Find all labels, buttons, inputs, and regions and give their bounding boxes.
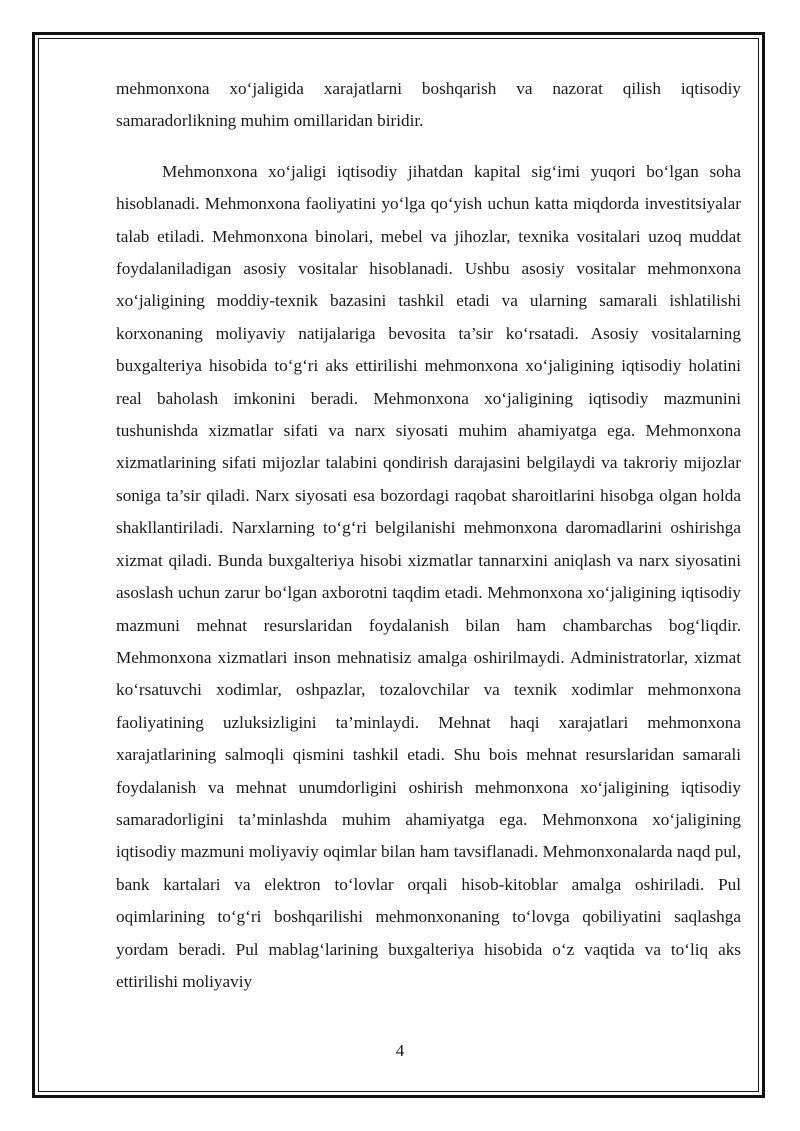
page-number: 4 [395,1041,405,1060]
document-body [116,73,741,998]
paragraph-main: Mehmonxona xo‘jaligi iqtisodiy jihatdan kapital sig‘imi yuqori bo‘lgan soha hisoblanadi. Mehmonxona faoliyatini yo‘lga qo‘yish uchun katta miqdorda investitsiyalar talab etiladi. Mehmonxona binolari, mebel va jihozlar, texnika vositalari uzoq muddat foydalaniladigan asosiy vositalar hisoblanadi. Ushbu asosiy vositalar mehmonxona xo‘jaligining moddiy-texnik bazasini tashkil etadi va ularning samarali ishlatilishi korxonaning moliyaviy natijalariga bevosita ta’sir ko‘rsatadi. Asosiy vositalarning buxgalteriya hisobida to‘g‘ri aks ettirilishi mehmonxona xo‘jaligining iqtisodiy holatini real baholash imkonini beradi. Mehmonxona xo‘jaligining iqtisodiy mazmunini tushunishda xizmatlar sifati va narx siyosati muhim ahamiyatga ega. Mehmonxona xizmatlarining sifati mijozlar talabini qondirish darajasini belgilaydi va takroriy mijozlar soniga ta’sir qiladi. Narx siyosati esa bozordagi raqobat sharoitlarini hisobga olgan holda shakllantiriladi. Narxlarning to‘g‘ri belgilanishi mehmonxona daromadlarini oshirishga xizmat qiladi. Bunda buxgalteriya hisobi xizmatlar tannarxini aniqlash va narx siyosatini asoslash uchun zarur bo‘lgan axborotni taqdim etadi. Mehmonxona xo‘jaligining iqtisodiy mazmuni mehnat resurslaridan foydalanish bilan ham chambarchas bog‘liqdir. Mehmonxona xizmatlari inson mehnatisiz amalga oshirilmaydi. Administratorlar, xizmat ko‘rsatuvchi xodimlar, oshpazlar, tozalovchilar va texnik xodimlar mehmonxona faoliyatining uzluksizligini ta’minlaydi. Mehnat haqi xarajatlari mehmonxona xarajatlarining salmoqli qismini tashkil etadi. Shu bois mehnat resurslaridan samarali foydalanish va mehnat unumdorligini oshirish mehmonxona xo‘jaligining iqtisodiy samaradorligini ta’minlashda muhim ahamiyatga ega. Mehmonxona xo‘jaligining iqtisodiy mazmuni moliyaviy oqimlar bilan ham tavsiflanadi. Mehmonxonalarda naqd pul, bank kartalari va elektron to‘lovlar orqali hisob-kitoblar amalga oshiriladi. Pul oqimlarining to‘g‘ri boshqarilishi mehmonxonaning to‘lovga qobiliyatini saqlashga yordam beradi. Pul mablag‘larining buxgalteriya hisobida o‘z vaqtida va to‘liq aks ettirilishi moliyaviy [116,161,741,991]
paragraph-continuation: mehmonxona xo‘jaligida xarajatlarni boshqarish va nazorat qilish iqtisodiy samaradorlikning muhim omillaridan biridir. [116,79,741,131]
